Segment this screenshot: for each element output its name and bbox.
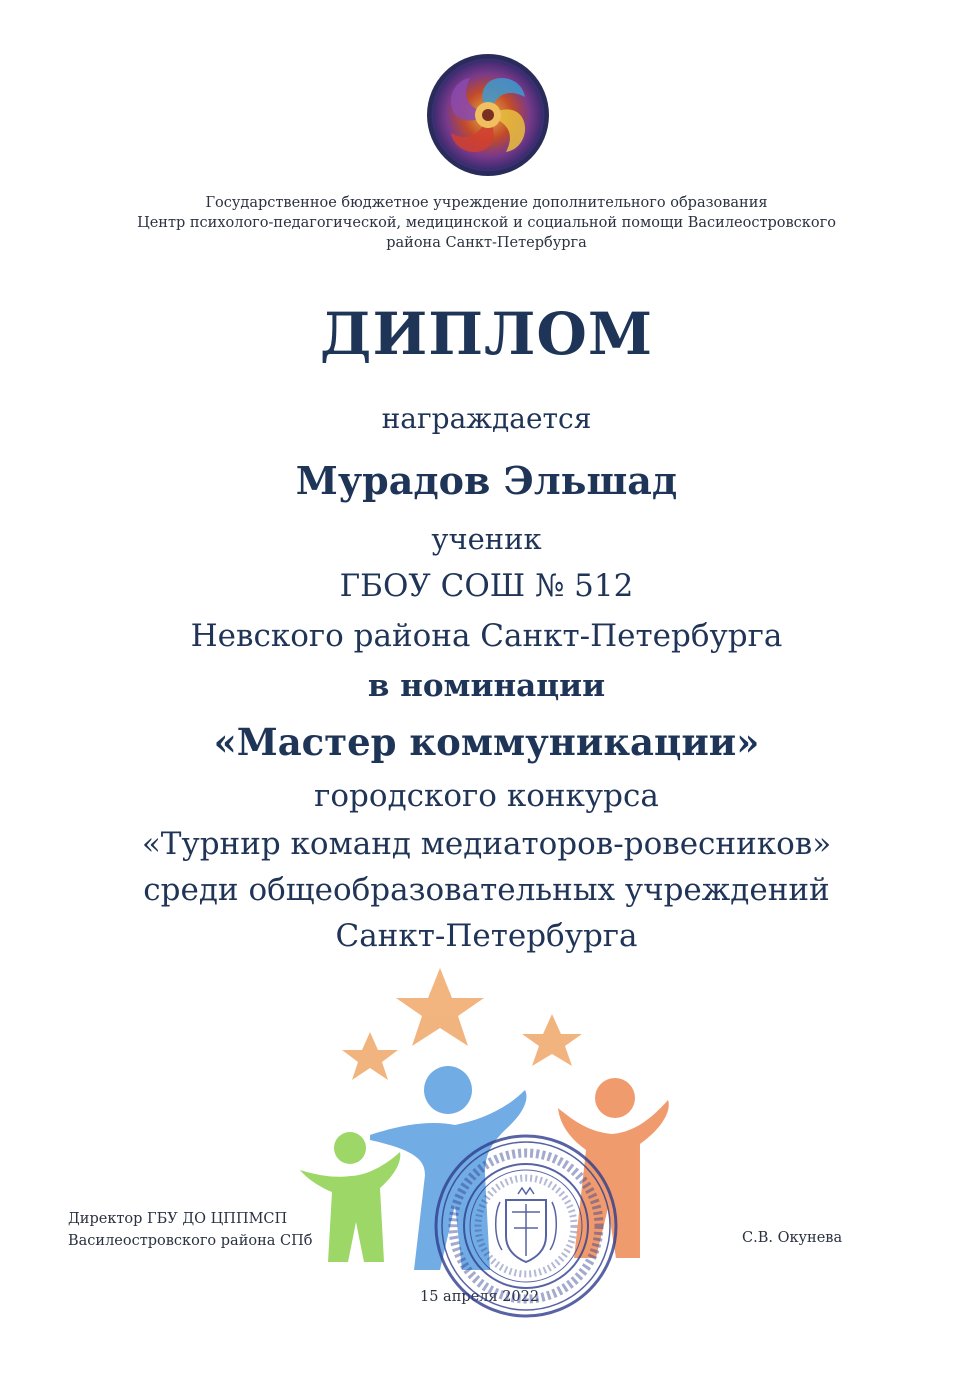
position-line-1: Директор ГБУ ДО ЦППМСП [68,1211,288,1227]
awarded-text: награждается [381,402,592,435]
star-icon [396,968,484,1046]
signature-position [68,1208,312,1252]
star-icon [522,1014,582,1066]
organization-header [40,193,933,253]
nomination-label: в номинации [367,668,606,704]
org-line-2: Центр психолого-педагогической, медицинской и социальной помощи Василеостровского [137,215,836,231]
city-text: Санкт-Петербурга [335,918,638,954]
nomination-title: «Мастер коммуникации» [213,720,760,764]
star-icon [342,1032,398,1080]
position-line-2: Василеостровского района СПб [68,1233,313,1249]
contest-text: городского конкурса [314,778,659,814]
org-line-3: района Санкт-Петербурга [386,235,587,251]
recipient-role: ученик [431,522,542,556]
recipient-district: Невского района Санкт-Петербурга [190,618,783,654]
signer-name: С.В. Окунева [742,1230,843,1246]
tournament-name: «Турнир команд медиаторов-ровесников» [141,826,832,862]
recipient-school: ГБОУ СОШ № 512 [339,568,634,604]
diploma-date: 15 апреля 2022 [420,1289,540,1305]
diploma-title: ДИПЛОМ [319,300,654,368]
recipient-name: Мурадов Эльшад [295,458,678,503]
official-seal-stamp [428,1128,624,1324]
mandala-logo-icon [425,52,551,178]
org-line-1: Государственное бюджетное учреждение дополнительного образования [205,195,768,211]
among-text: среди общеобразовательных учреждений [143,872,830,908]
